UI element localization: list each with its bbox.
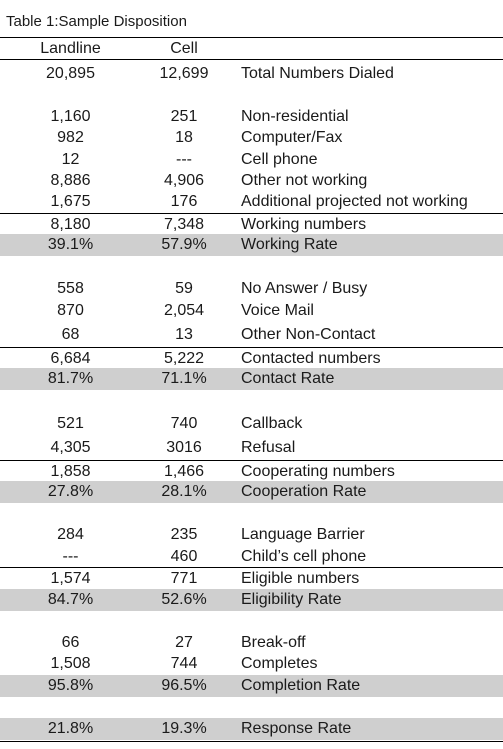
cell-label: Language Barrier xyxy=(241,526,365,543)
cell-landline: 21.8% xyxy=(47,720,94,737)
cell-label: Eligibility Rate xyxy=(241,591,342,608)
cell-label: Child’s cell phone xyxy=(241,548,367,565)
cell-label: Contacted numbers xyxy=(241,350,381,367)
cell-landline: 284 xyxy=(57,526,84,543)
cell-landline: 1,508 xyxy=(50,655,91,672)
cell-cell: 28.1% xyxy=(161,483,207,500)
cell-cell: 740 xyxy=(170,415,198,432)
table-row xyxy=(0,106,503,128)
cell-label: Working numbers xyxy=(241,216,367,233)
cell-cell: 19.3% xyxy=(161,720,207,737)
cell-landline: 68 xyxy=(61,326,80,343)
table-row xyxy=(0,437,503,459)
cell-label: Callback xyxy=(241,415,303,432)
cell-landline: 1,160 xyxy=(50,108,91,125)
table-row xyxy=(0,546,503,568)
cell-cell: 96.5% xyxy=(161,677,207,694)
cell-label: Total Numbers Dialed xyxy=(241,65,394,82)
table-caption: Table 1:Sample Disposition xyxy=(6,13,187,30)
cell-landline: 558 xyxy=(57,280,84,297)
cell-landline: 81.7% xyxy=(47,370,94,387)
cell-landline: 27.8% xyxy=(47,483,94,500)
cell-landline: 521 xyxy=(57,415,84,432)
cell-label: Computer/Fax xyxy=(241,129,343,146)
cell-cell: 3016 xyxy=(166,439,202,456)
cell-cell: 5,222 xyxy=(163,350,205,367)
cell-landline: --- xyxy=(62,548,79,565)
cell-label: Eligible numbers xyxy=(241,570,360,587)
cell-cell: 771 xyxy=(170,570,198,587)
table-row xyxy=(0,191,503,213)
cell-label: Other Non-Contact xyxy=(241,326,376,343)
cell-label: Refusal xyxy=(241,439,296,456)
table-row xyxy=(0,278,503,300)
cell-label: Response Rate xyxy=(241,720,352,737)
table-row xyxy=(0,653,503,675)
cell-label: Break-off xyxy=(241,634,306,651)
cell-landline: 870 xyxy=(57,302,84,319)
header-landline: Landline xyxy=(40,40,101,57)
cell-cell: 18 xyxy=(175,129,193,146)
cell-label: Other not working xyxy=(241,172,368,189)
cell-label: Working Rate xyxy=(241,236,338,253)
cell-cell: 235 xyxy=(170,526,198,543)
cell-landline: 84.7% xyxy=(47,591,94,608)
cell-label: No Answer / Busy xyxy=(241,280,368,297)
table-row xyxy=(0,324,503,346)
cell-cell: 176 xyxy=(170,193,198,210)
table-row xyxy=(0,460,503,483)
cell-cell: 57.9% xyxy=(161,236,207,253)
table-row xyxy=(0,632,503,654)
cell-landline: 982 xyxy=(57,129,84,146)
cell-landline: 1,858 xyxy=(50,463,91,480)
cell-landline: 20,895 xyxy=(46,65,95,82)
cell-label: Cooperation Rate xyxy=(241,483,367,500)
table-row xyxy=(0,347,503,370)
cell-label: Contact Rate xyxy=(241,370,335,387)
table-row xyxy=(0,63,503,85)
header-cell: Cell xyxy=(170,40,198,57)
cell-cell: 52.6% xyxy=(161,591,207,608)
cell-label: Cooperating numbers xyxy=(241,463,395,480)
cell-landline: 12 xyxy=(61,151,80,168)
table-row xyxy=(0,213,503,236)
cell-landline: 8,886 xyxy=(50,172,91,189)
cell-cell: 59 xyxy=(175,280,193,297)
table-header xyxy=(0,37,503,60)
cell-landline: 1,675 xyxy=(50,193,91,210)
table-row xyxy=(0,300,503,322)
cell-cell: 4,906 xyxy=(163,172,205,189)
table-row xyxy=(0,481,503,503)
table-row xyxy=(0,675,503,697)
table-row xyxy=(0,170,503,192)
cell-cell: 71.1% xyxy=(161,370,207,387)
cell-cell: 1,466 xyxy=(163,463,205,480)
cell-cell: 251 xyxy=(170,108,198,125)
table-row xyxy=(0,368,503,390)
cell-landline: 4,305 xyxy=(50,439,91,456)
table-row xyxy=(0,718,503,740)
cell-cell: 7,348 xyxy=(163,216,205,233)
cell-cell: 12,699 xyxy=(159,65,209,82)
cell-cell: 13 xyxy=(175,326,193,343)
table-row xyxy=(0,589,503,611)
table-row xyxy=(0,413,503,435)
cell-cell: 460 xyxy=(170,548,198,565)
cell-cell: 27 xyxy=(175,634,193,651)
cell-landline: 66 xyxy=(61,634,80,651)
cell-label: Voice Mail xyxy=(241,302,314,319)
table-bottom-rule xyxy=(0,741,503,742)
table-row xyxy=(0,127,503,149)
table-row xyxy=(0,149,503,171)
cell-cell: 2,054 xyxy=(163,302,205,319)
cell-cell: 744 xyxy=(170,655,198,672)
table-row xyxy=(0,567,503,590)
cell-landline: 1,574 xyxy=(50,570,91,587)
cell-cell: --- xyxy=(176,151,192,168)
cell-label: Completion Rate xyxy=(241,677,361,694)
cell-landline: 95.8% xyxy=(47,677,94,694)
cell-landline: 39.1% xyxy=(47,236,94,253)
table-row xyxy=(0,524,503,546)
cell-landline: 6,684 xyxy=(50,350,91,367)
cell-label: Completes xyxy=(241,655,318,672)
cell-label: Cell phone xyxy=(241,151,318,168)
table-row xyxy=(0,234,503,256)
cell-label: Non-residential xyxy=(241,108,349,125)
cell-label: Additional projected not working xyxy=(241,193,468,210)
cell-landline: 8,180 xyxy=(50,216,91,233)
